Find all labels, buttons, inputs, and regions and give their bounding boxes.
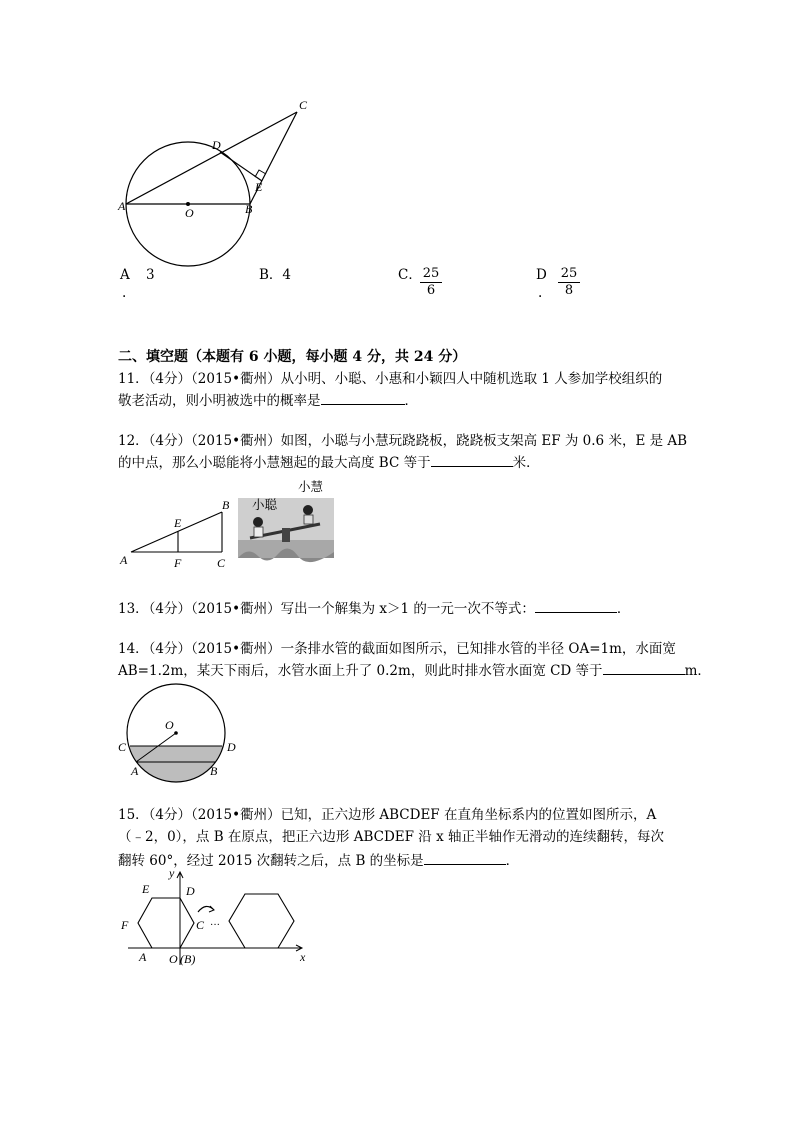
choice-a-dot: . xyxy=(122,285,127,301)
section2-heading: 二、填空题（本题有 6 小题，每小题 4 分，共 24 分） xyxy=(118,349,467,365)
q14-label-B: B xyxy=(210,764,218,778)
q15-line3-end: ． xyxy=(505,853,520,869)
q12-label-E: E xyxy=(174,516,182,530)
q15-label-C: C xyxy=(196,918,205,932)
q14-label-A: A xyxy=(131,764,139,778)
q13-line1-end: ． xyxy=(616,601,631,617)
q15-line2: （﹣2，0），点 B 在原点，把正六边形 ABCDEF 沿 x 轴正半轴作无滑动的连续翻转，每次 xyxy=(118,829,665,845)
choice-c-denominator: 6 xyxy=(426,283,436,298)
q15-line1: 15．（4分）（2015•衢州）已知，正六边形 ABCDEF 在直角坐标系内的位置如图所示，A xyxy=(118,807,657,823)
q15-line3-text: 翻转 60°，经过 2015 次翻转之后，点 B 的坐标是 xyxy=(118,853,424,869)
q15-label-dots: ··· xyxy=(210,920,220,931)
q15-label-F: F xyxy=(121,918,129,932)
choice-c-numerator: 25 xyxy=(420,266,442,283)
choice-d-letter: D xyxy=(536,267,547,283)
q11-line2-text: 敬老活动，则小明被选中的概率是 xyxy=(118,393,321,409)
q12-label-A: A xyxy=(120,553,128,567)
label-D: D xyxy=(212,138,221,152)
choice-d-numerator: 25 xyxy=(558,266,580,283)
q15-label-E: E xyxy=(142,882,150,896)
label-A: A xyxy=(118,199,126,213)
choice-b: B．4 xyxy=(259,267,292,283)
q12-label-C: C xyxy=(217,556,226,570)
photo-label-xiaocong: 小聪 xyxy=(252,497,278,512)
choice-a-value: 3 xyxy=(146,267,155,283)
choice-d-denominator: 8 xyxy=(564,283,574,298)
q14-label-D: D xyxy=(227,740,236,754)
q15-label-y: y xyxy=(169,866,175,880)
label-B: B xyxy=(245,202,253,216)
q14-line2-end: m． xyxy=(684,663,711,679)
q15-label-O: O xyxy=(169,952,178,966)
label-C: C xyxy=(299,98,308,112)
choice-c-letter: C． xyxy=(398,267,422,283)
q12-line2-end: 米． xyxy=(512,455,540,471)
photo-label-xiaohui: 小慧 xyxy=(298,479,324,494)
q12-line1: 12．（4分）（2015•衢州）如图，小聪与小慧玩跷跷板，跷跷板支架高 EF 为 0.6 米，E 是 AB xyxy=(118,433,688,449)
choice-d-dot: . xyxy=(538,285,543,301)
q14-label-O: O xyxy=(165,718,174,732)
label-E: E xyxy=(255,180,263,194)
q15-label-x: x xyxy=(300,950,306,964)
q12-label-F: F xyxy=(174,556,182,570)
q11-line1: 11．（4分）（2015•衢州）从小明、小聪、小惠和小颖四人中随机选取 1 人参加学校组织的 xyxy=(118,371,663,387)
q11-line2-end: ． xyxy=(404,393,418,409)
q14-label-C: C xyxy=(118,740,127,754)
q15-label-D: D xyxy=(186,884,195,898)
q14-line2-text: AB=1.2m，某天下雨后，水管水面上升了 0.2m，则此时排水管水面宽 CD 等于 xyxy=(118,663,603,679)
q15-label-A: A xyxy=(139,950,147,964)
choice-a-letter: A xyxy=(120,267,130,283)
q12-line2-text: 的中点，那么小聪能将小慧翘起的最大高度 BC 等于 xyxy=(118,455,431,471)
q12-label-B: B xyxy=(222,498,230,512)
q14-line1: 14．（4分）（2015•衢州）一条排水管的截面如图所示，已知排水管的半径 OA=1m，水面宽 xyxy=(118,641,676,657)
q15-label-B: (B) xyxy=(180,952,196,966)
q13-line1-text: 13．（4分）（2015•衢州）写出一个解集为 x＞1 的一元一次不等式： xyxy=(118,601,535,617)
label-O: O xyxy=(185,206,194,220)
